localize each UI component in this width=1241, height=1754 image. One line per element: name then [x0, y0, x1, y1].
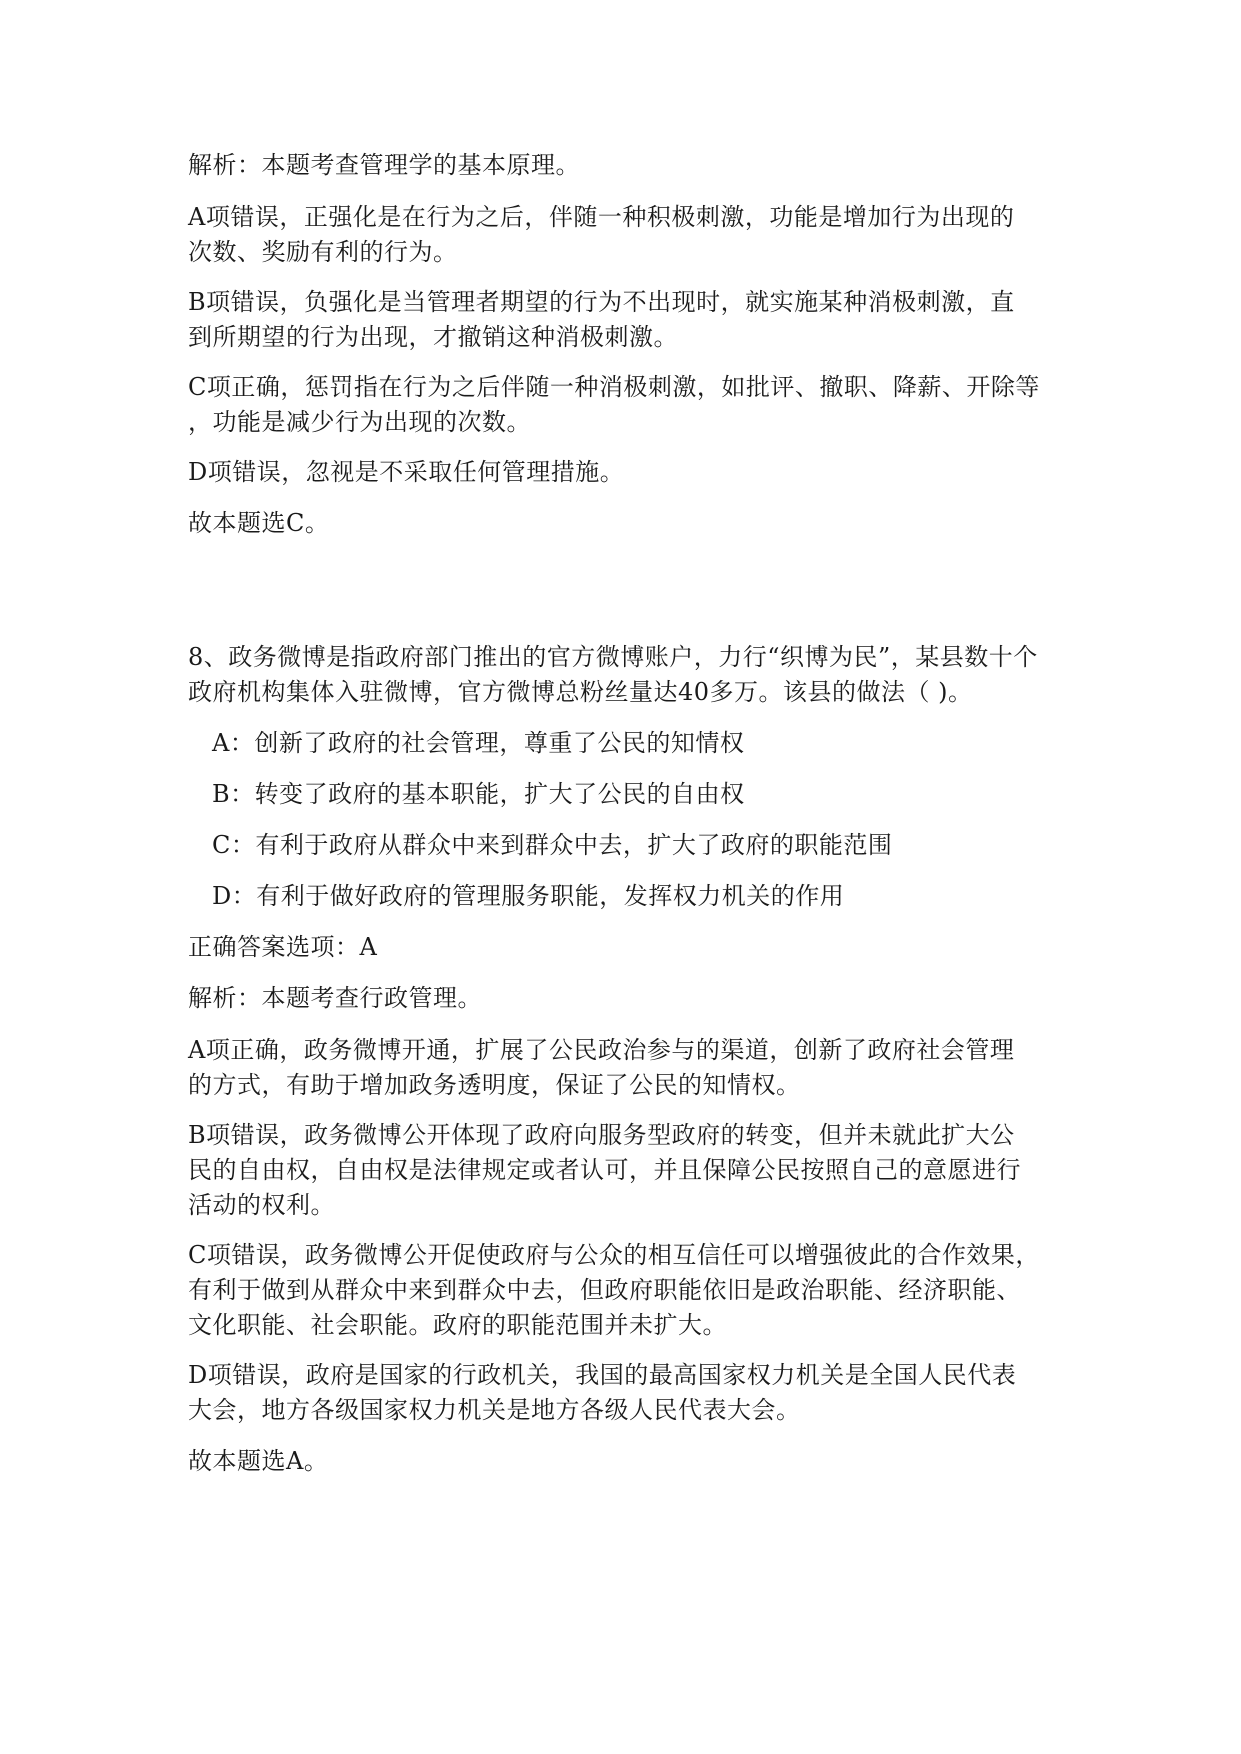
- text-line: C项错误，政务微博公开促使政府与公众的相互信任可以增强彼此的合作效果，: [188, 1241, 1040, 1269]
- text-line: 正确答案选项：A: [188, 933, 378, 961]
- text-line: 活动的权利。: [188, 1191, 335, 1219]
- text-line: 故本题选C。: [188, 509, 330, 537]
- previous-analysis-header: [188, 148, 1060, 183]
- question-8-analysis-d: [188, 1358, 1060, 1428]
- text-line: 8、政务微博是指政府部门推出的官方微博账户，力行“织博为民”，某县数十个: [188, 643, 1038, 671]
- option-text: C：有利于政府从群众中来到群众中去，扩大了政府的职能范围: [212, 831, 893, 859]
- text-line: A项错误，正强化是在行为之后，伴随一种积极刺激，功能是增加行为出现的: [188, 203, 1015, 231]
- text-line: 有利于做到从群众中来到群众中去，但政府职能依旧是政治职能、经济职能、: [188, 1276, 1021, 1304]
- text-line: 解析：本题考查管理学的基本原理。: [188, 151, 580, 179]
- text-line: 民的自由权，自由权是法律规定或者认可，并且保障公民按照自己的意愿进行: [188, 1156, 1021, 1184]
- previous-analysis-d: [188, 455, 1060, 490]
- text-line: ，功能是减少行为出现的次数。: [188, 408, 531, 436]
- question-8-stem: [188, 640, 1060, 710]
- question-8-conclusion: [188, 1444, 1060, 1479]
- text-line: 到所期望的行为出现，才撤销这种消极刺激。: [188, 323, 678, 351]
- question-8-answer: [188, 930, 1060, 965]
- question-8-option-a: [212, 726, 1052, 761]
- option-text: A：创新了政府的社会管理，尊重了公民的知情权: [212, 729, 745, 757]
- text-line: B项错误，政务微博公开体现了政府向服务型政府的转变，但并未就此扩大公: [188, 1121, 1015, 1149]
- text-line: 大会，地方各级国家权力机关是地方各级人民代表大会。: [188, 1396, 801, 1424]
- text-line: B项错误，负强化是当管理者期望的行为不出现时，就实施某种消极刺激，直: [188, 288, 1015, 316]
- question-8-analysis-header: [188, 981, 1060, 1016]
- text-line: 解析：本题考查行政管理。: [188, 984, 482, 1012]
- text-line: 故本题选A。: [188, 1447, 329, 1475]
- text-line: 的方式，有助于增加政务透明度，保证了公民的知情权。: [188, 1071, 801, 1099]
- question-8-option-c: [212, 828, 1052, 863]
- text-line: C项正确，惩罚指在行为之后伴随一种消极刺激，如批评、撤职、降薪、开除等: [188, 373, 1040, 401]
- previous-analysis-a: [188, 200, 1060, 270]
- question-8-option-d: [212, 879, 1052, 914]
- option-text: D：有利于做好政府的管理服务职能，发挥权力机关的作用: [212, 882, 845, 910]
- previous-analysis-c: [188, 370, 1060, 440]
- text-line: D项错误，忽视是不采取任何管理措施。: [188, 458, 625, 486]
- text-line: 文化职能、社会职能。政府的职能范围并未扩大。: [188, 1311, 727, 1339]
- question-8-analysis-a: [188, 1033, 1060, 1103]
- text-line: 政府机构集体入驻微博，官方微博总粉丝量达40多万。该县的做法（ )。: [188, 678, 973, 706]
- question-8-analysis-c: [188, 1238, 1060, 1343]
- option-text: B：转变了政府的基本职能，扩大了公民的自由权: [212, 780, 745, 808]
- previous-analysis-b: [188, 285, 1060, 355]
- previous-analysis-conclusion: [188, 506, 1060, 541]
- text-line: A项正确，政务微博开通，扩展了公民政治参与的渠道，创新了政府社会管理: [188, 1036, 1015, 1064]
- text-line: D项错误，政府是国家的行政机关，我国的最高国家权力机关是全国人民代表: [188, 1361, 1017, 1389]
- text-line: 次数、奖励有利的行为。: [188, 238, 458, 266]
- question-8-analysis-b: [188, 1118, 1060, 1223]
- question-8-option-b: [212, 777, 1052, 812]
